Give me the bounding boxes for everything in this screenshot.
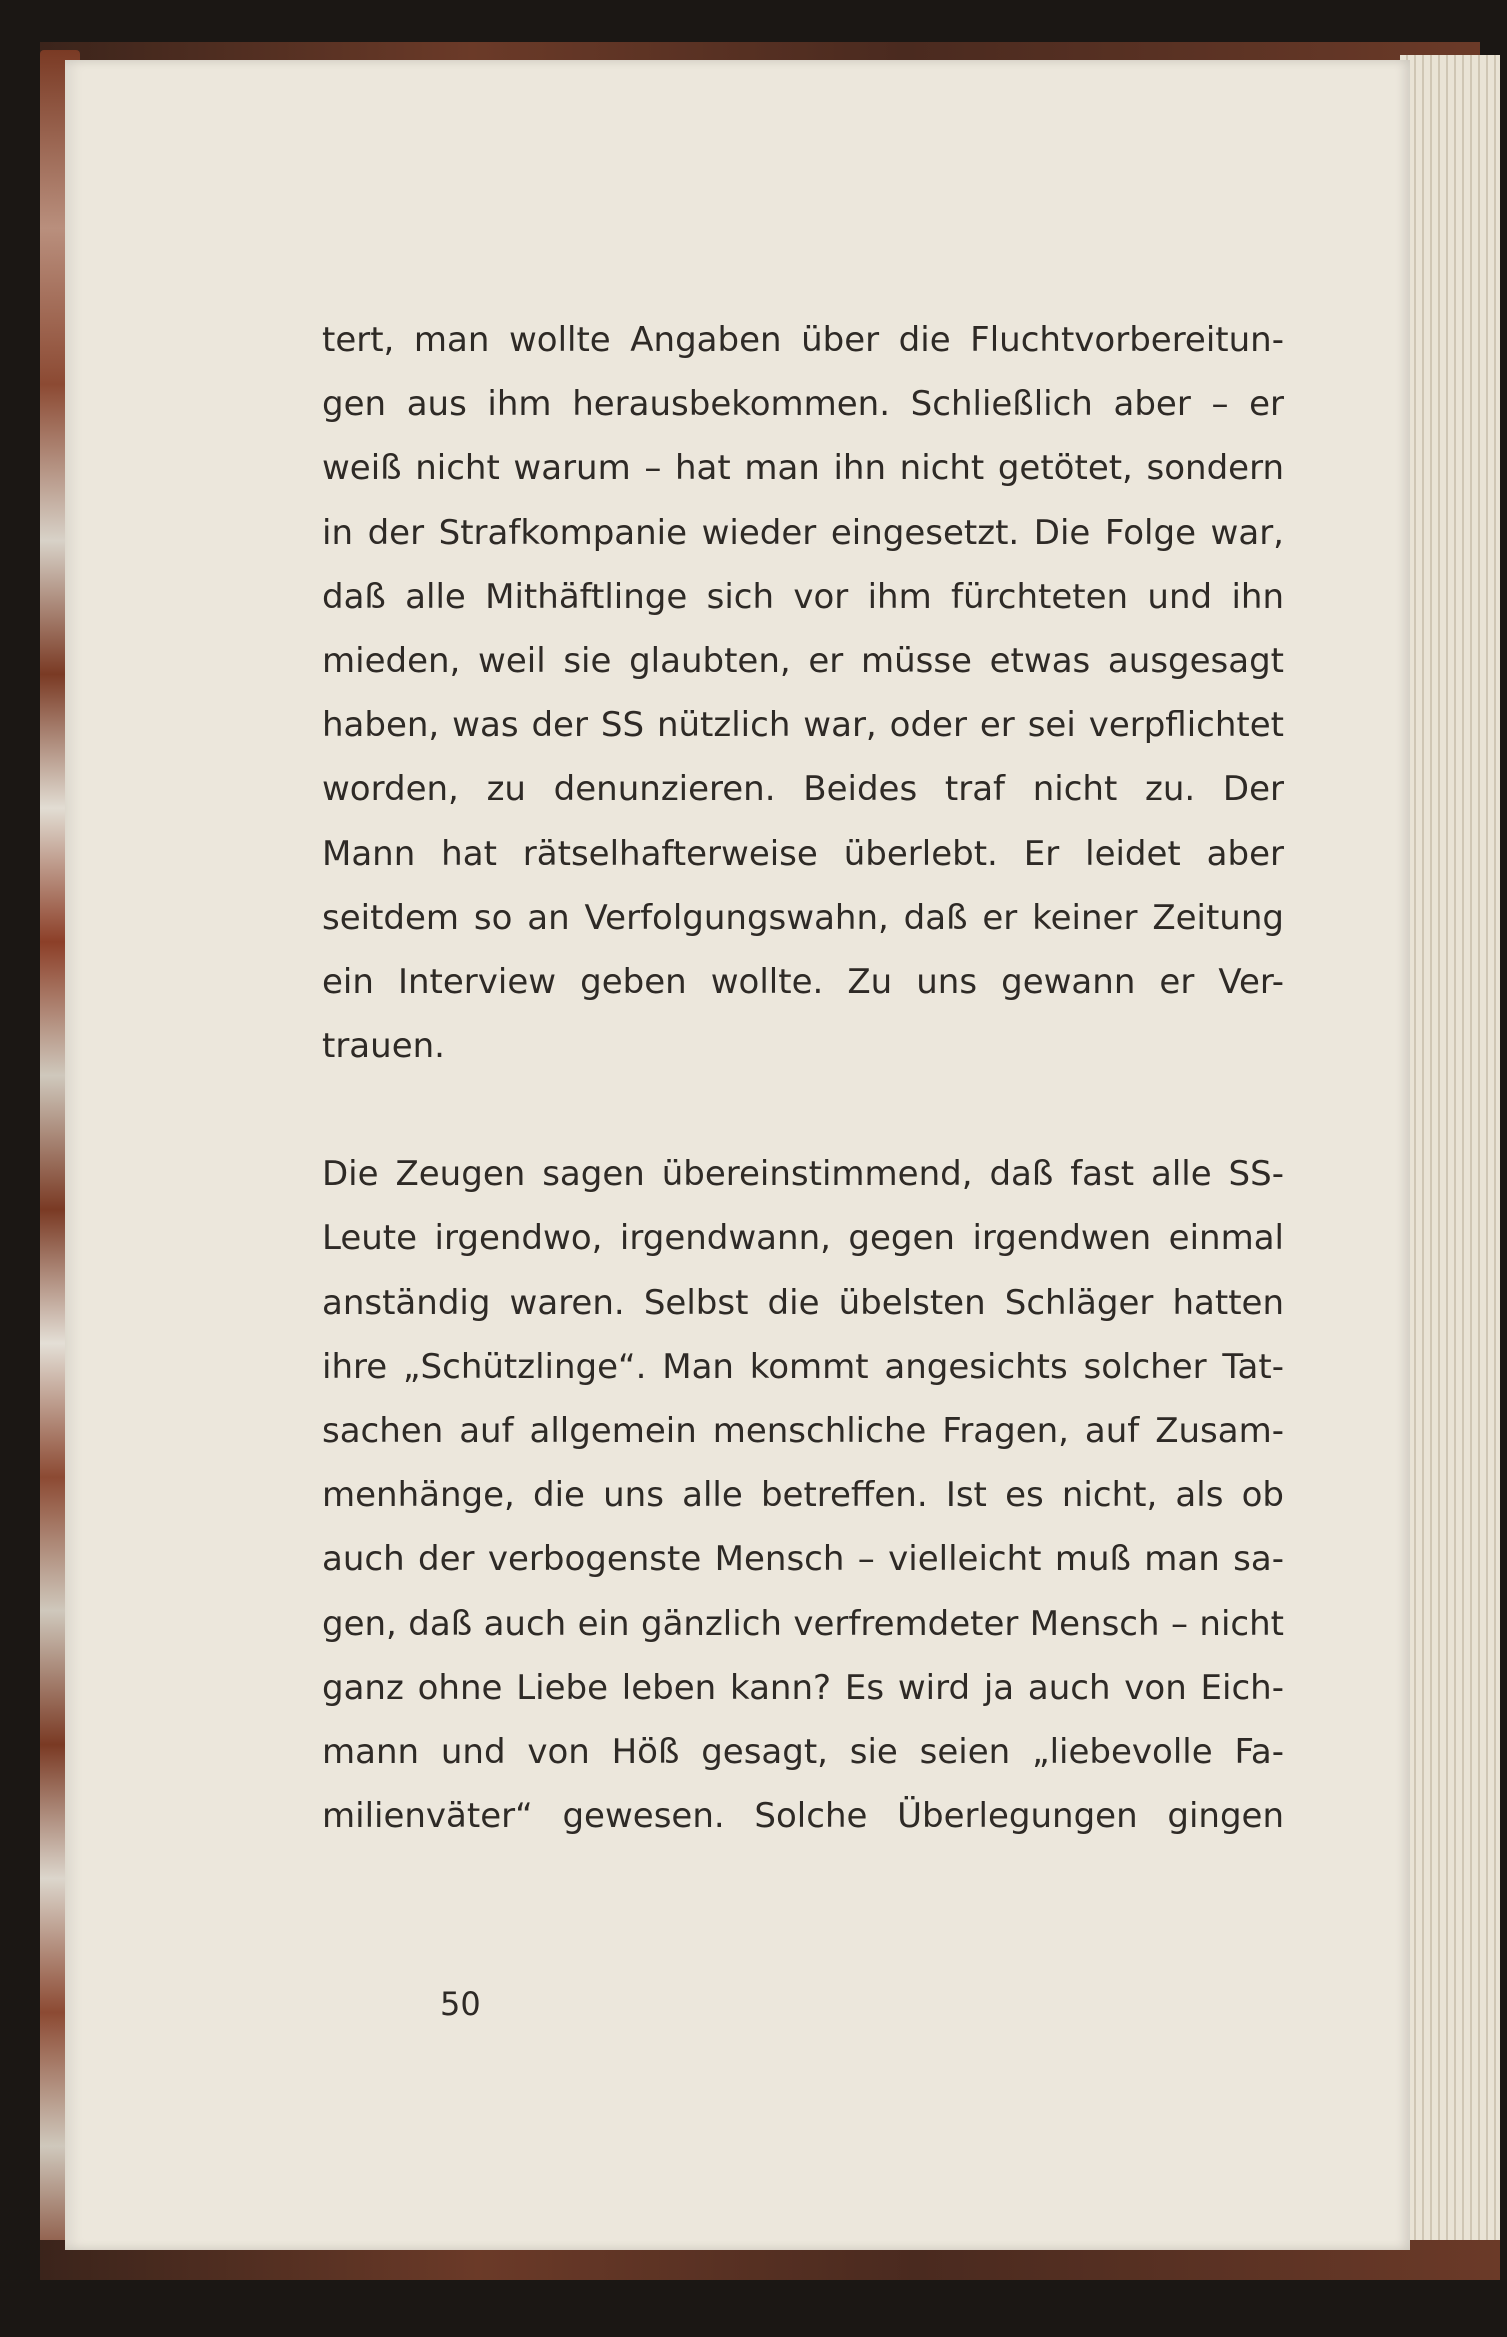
page-edges-right xyxy=(1400,55,1500,2255)
text-line: milienväter“ gewesen. Solche Überlegungen gingen xyxy=(322,1796,1284,1837)
text-line: daß alle Mithäftlinge sich vor ihm fürchteten und ihn xyxy=(322,576,1284,617)
text-line: gen aus ihm herausbekommen. Schließlich aber – er xyxy=(322,384,1284,425)
text-line: sachen auf allgemein menschliche Fragen, auf Zusam- xyxy=(322,1411,1284,1451)
text-line: tert, man wollte Angaben über die Fluchtvorbereitun- xyxy=(322,320,1284,360)
text-line: Die Zeugen sagen übereinstimmend, daß fast alle SS- xyxy=(322,1154,1284,1195)
paragraph-gap xyxy=(322,1078,1352,1142)
page-number: 50 xyxy=(440,1985,481,2023)
text-line: gen, daß auch ein gänzlich verfremdeter Mensch – nicht xyxy=(322,1603,1284,1644)
text-line: ihre „Schützlinge“. Man kommt angesichts solcher Tat- xyxy=(322,1346,1284,1387)
text-line: menhänge, die uns alle betreffen. Ist es nicht, als ob xyxy=(322,1475,1284,1516)
text-line: in der Strafkompanie wieder eingesetzt. Die Folge war, xyxy=(322,512,1284,553)
text-line: ein Interview geben wollte. Zu uns gewann er Ver- xyxy=(322,961,1284,1002)
paragraph-2 xyxy=(322,1142,1352,1848)
text-line: mann und von Höß gesagt, sie seien „liebevolle Fa- xyxy=(322,1731,1284,1772)
page-text xyxy=(322,308,1352,1848)
text-line: worden, zu denunzieren. Beides traf nicht zu. Der xyxy=(322,769,1284,810)
text-line: haben, was der SS nützlich war, oder er sei verpflichtet xyxy=(322,705,1284,746)
paragraph-1 xyxy=(322,308,1352,1078)
text-line: ganz ohne Liebe leben kann? Es wird ja auch von Eich- xyxy=(322,1667,1284,1708)
text-line: trauen. xyxy=(322,1026,445,1067)
text-line: auch der verbogenste Mensch – vielleicht muß man sa- xyxy=(322,1539,1284,1580)
text-line: weiß nicht warum – hat man ihn nicht getötet, sondern xyxy=(322,448,1284,489)
text-line: Leute irgendwo, irgendwann, gegen irgendwen einmal xyxy=(322,1218,1284,1259)
text-line: anständig waren. Selbst die übelsten Schläger hatten xyxy=(322,1282,1284,1323)
text-line: mieden, weil sie glaubten, er müsse etwas ausgesagt xyxy=(322,640,1284,681)
text-line: Mann hat rätselhafterweise überlebt. Er leidet aber xyxy=(322,833,1284,874)
text-line: seitdem so an Verfolgungswahn, daß er keiner Zeitung xyxy=(322,897,1284,938)
